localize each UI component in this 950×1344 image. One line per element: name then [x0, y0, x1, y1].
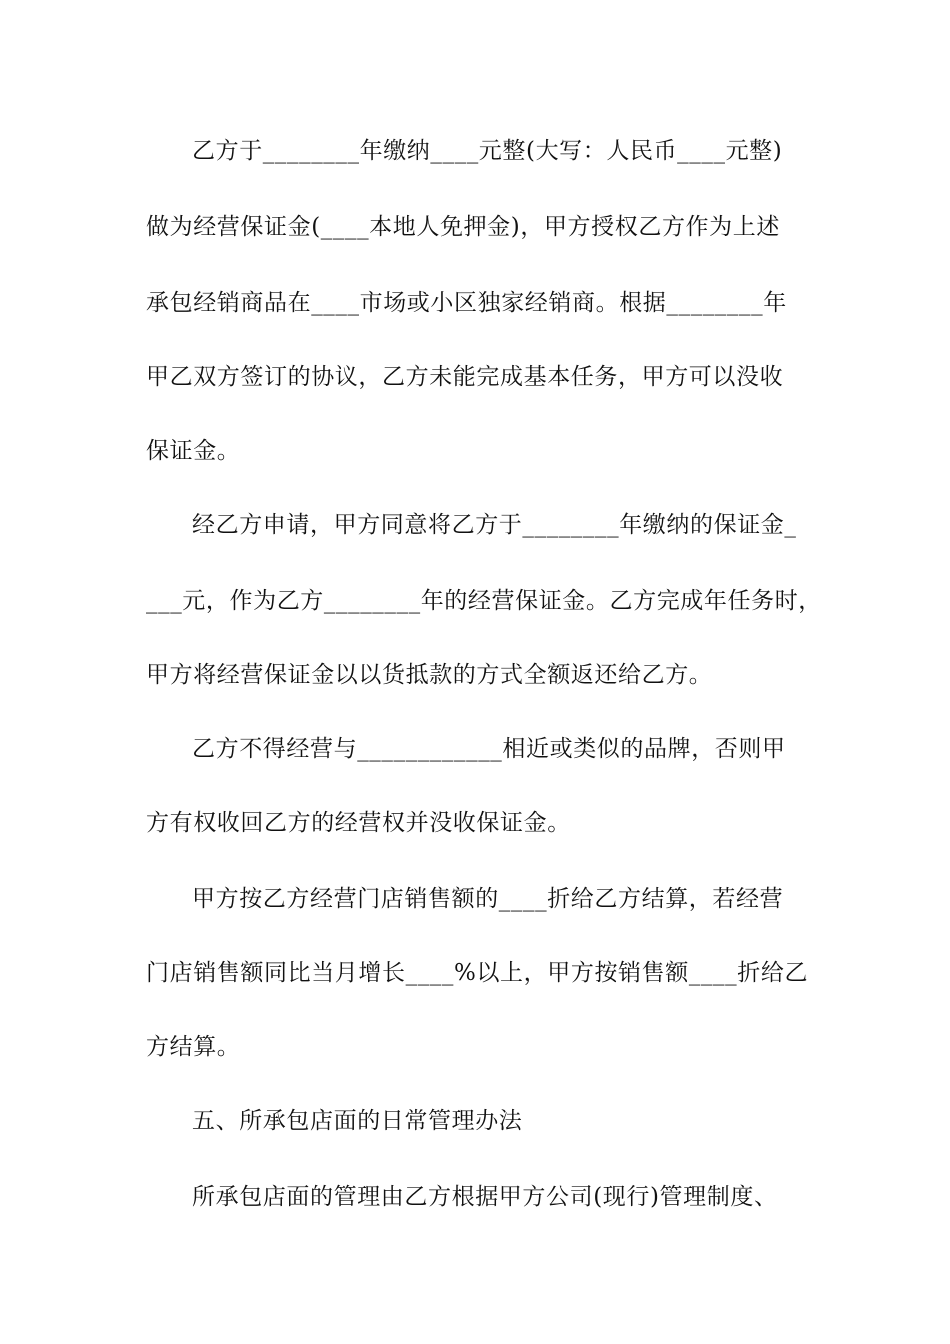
paragraph-line: 甲方按乙方经营门店销售额的____折给乙方结算，若经营 — [192, 886, 784, 912]
paragraph-line: 乙方不得经营与____________相近或类似的品牌，否则甲 — [192, 736, 786, 762]
paragraph-line: 乙方于________年缴纳____元整(大写：人民币____元整) — [192, 138, 783, 164]
paragraph-line: ___元，作为乙方________年的经营保证金。乙方完成年任务时， — [146, 588, 822, 614]
paragraph-line: 甲乙双方签订的协议，乙方未能完成基本任务，甲方可以没收 — [146, 364, 784, 390]
paragraph-line: 经乙方申请，甲方同意将乙方于________年缴纳的保证金_ — [192, 512, 797, 538]
paragraph-line: 保证金。 — [146, 438, 241, 464]
section-heading: 五、所承包店面的日常管理办法 — [192, 1108, 523, 1134]
paragraph-line: 方有权收回乙方的经营权并没收保证金。 — [146, 810, 571, 836]
paragraph-line: 甲方将经营保证金以以货抵款的方式全额返还给乙方。 — [146, 662, 713, 688]
paragraph-line: 门店销售额同比当月增长____%以上，甲方按销售额____折给乙 — [146, 960, 809, 986]
paragraph-line: 所承包店面的管理由乙方根据甲方公司(现行)管理制度、 — [192, 1184, 778, 1210]
paragraph-line: 方结算。 — [146, 1034, 241, 1060]
paragraph-line: 承包经销商品在____市场或小区独家经销商。根据________年 — [146, 290, 787, 316]
paragraph-line: 做为经营保证金(____本地人免押金)，甲方授权乙方作为上述 — [146, 214, 780, 240]
